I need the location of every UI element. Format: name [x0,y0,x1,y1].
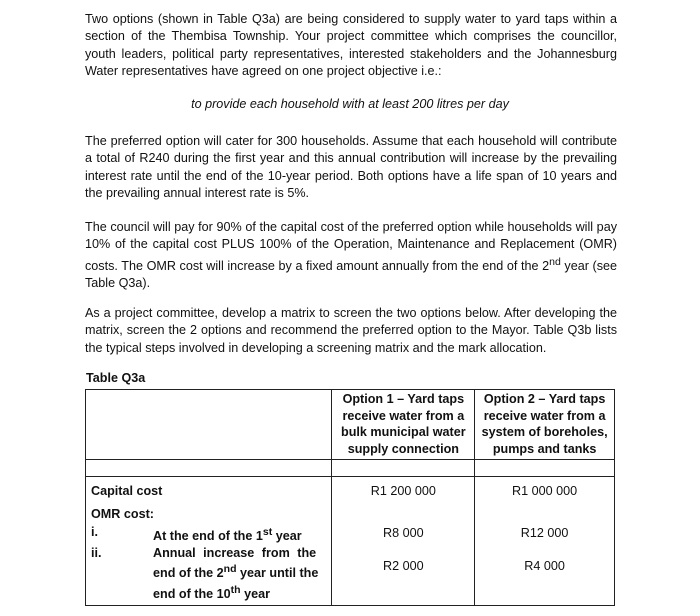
capital-cost-label: Capital cost [86,477,332,500]
capital-cost-row [86,477,615,500]
omr-item1-option1: R8 000 [383,525,424,540]
omr-item1-number: i. [91,525,98,539]
omr-items [86,522,331,603]
omr-item1-option2: R12 000 [520,525,569,540]
omr-item2-text [153,545,325,603]
omr-item2-line2 [153,561,325,582]
omr-cost-cell [86,500,332,606]
table-header-row [86,390,615,460]
options-table [85,389,615,606]
omr-item2-line3-end: year [240,587,271,602]
omr-option1-values [332,525,474,575]
capital-cost-option2: R1 000 000 [475,477,615,500]
table-caption: Table Q3a [86,371,146,385]
omr-item1-text-end: year [272,529,302,544]
instructions-paragraph: As a project committee, develop a matrix to screen the two options below. After developing the matrix, screen the 2 options and recommend the preferred option to the Mayor. Table Q3b lists the typical steps involved in developing a screening matrix and the mark allocation. [85,306,617,355]
omr-item1-sup: st [262,526,273,538]
cost-sharing-paragraph [85,219,617,293]
spacer-cell [86,460,332,477]
omr-item1-text-start: At the end of the 1 [153,529,263,544]
omr-item1-text [153,524,325,545]
cost-sharing-end: year (see Table Q3a). [85,259,617,291]
omr-option1-cell [332,500,475,606]
capital-cost-option1: R1 200 000 [332,477,475,500]
project-objective: to provide each household with at least 200 litres per day [191,97,509,111]
cost-sharing-sup: nd [549,255,561,268]
omr-cost-row [86,500,615,606]
omr-item2-option1: R2 000 [383,559,424,573]
spacer-cell [475,460,615,477]
omr-item2-option2: R4 000 [524,559,565,573]
households-paragraph: The preferred option will cater for 300 households. Assume that each household will contribute a total of R240 during the first year and this annual contribution will increase by the prevailing interest rate until the end of the 10-year period. Both options have a life span of 10 years and the prevailing annual interest rate is 5%. [85,134,617,201]
omr-item2-line2-end: year until the [236,566,319,581]
omr-item2-line3 [153,582,325,603]
option2-header: Option 2 – Yard taps receive water from a system of boreholes, pumps and tanks [475,390,615,460]
omr-item2-line2-start: end of the 2 [153,566,224,581]
omr-item2-line3-sup: th [230,583,241,596]
omr-item2-number: ii. [91,545,102,560]
omr-item2-line1: Annual increase from the [153,545,317,560]
omr-option2-cell [475,500,615,606]
table-spacer-row [86,460,615,477]
omr-item2-line2-sup: nd [223,563,237,576]
option1-header: Option 1 – Yard taps receive water from a bulk municipal water supply connection [332,390,475,460]
header-blank-cell [86,390,332,460]
spacer-cell [332,460,475,477]
omr-item2-line3-start: end of the 10 [153,587,231,602]
omr-option2-values [475,525,614,575]
intro-paragraph: Two options (shown in Table Q3a) are being considered to supply water to yard taps within a section of the Thembisa Township. Your project committee which comprises the councillor, youth leaders, political party representatives, interested stakeholders and the Johannesburg Water representatives have agreed on one project objective i.e.: [85,12,617,79]
omr-cost-label: OMR cost: [91,506,154,521]
cost-sharing-text: The council will pay for 90% of the capital cost of the preferred option while households will pay 10% of the capital cost PLUS 100% of the Operation, Maintenance and Replacement (OMR) costs. The OMR cost will increase by a fixed amount annually from the end of the 2 [85,220,617,273]
